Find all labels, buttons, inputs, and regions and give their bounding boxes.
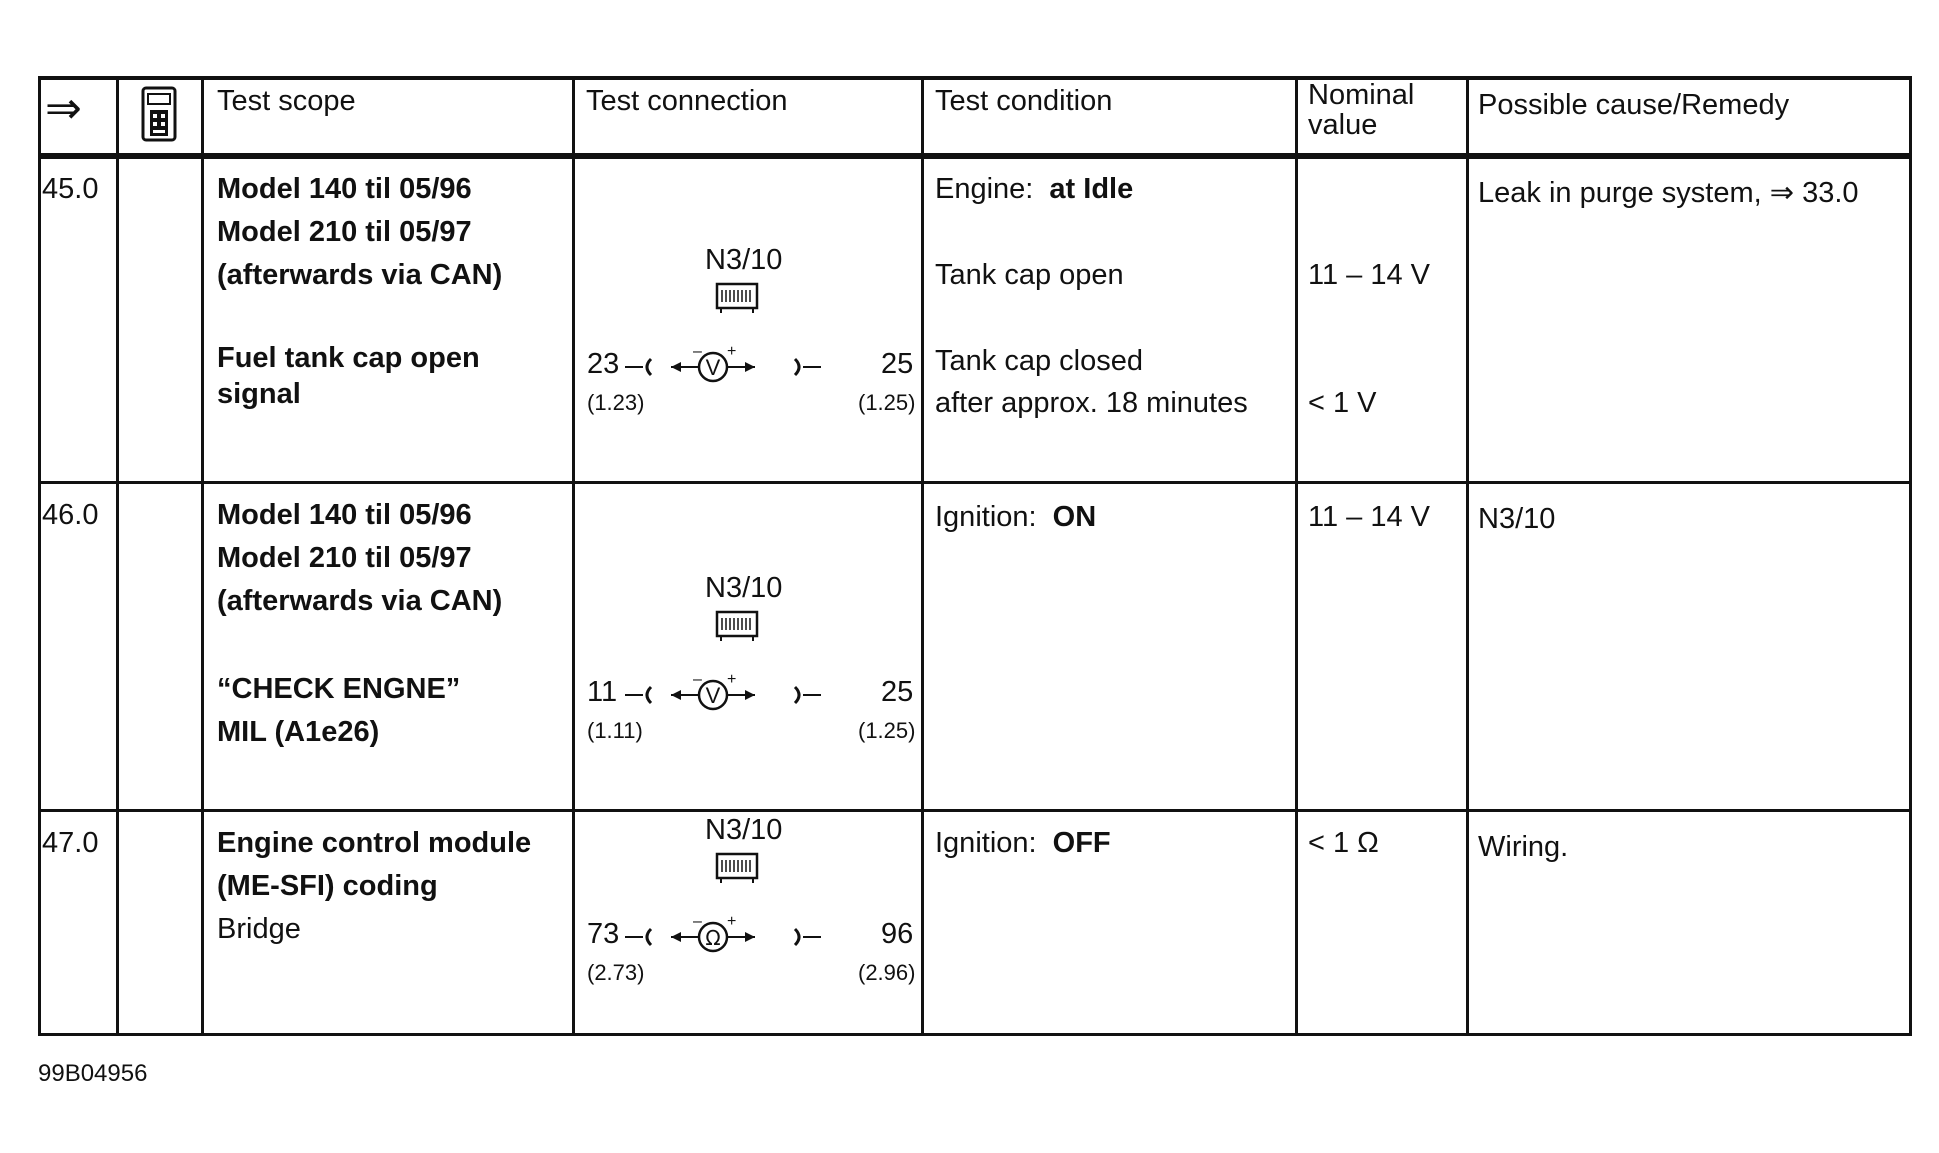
possible-cause: Leak in purge system, ⇒ 33.0	[1478, 177, 1859, 209]
possible-cause: Wiring.	[1478, 831, 1569, 863]
header-test-scope: Test scope	[217, 85, 356, 117]
meter-symbol: V	[705, 355, 721, 380]
test-condition	[935, 496, 1096, 539]
condition-value: at Idle	[1049, 173, 1134, 205]
pin-right-code: (1.25)	[858, 718, 916, 743]
possible-cause: N3/10	[1478, 503, 1556, 535]
condition-value: OFF	[1052, 827, 1111, 859]
pin-left-code: (1.11)	[587, 718, 643, 743]
scope-line: Model 140 til 05/96	[217, 499, 472, 531]
nominal-value: 11 – 14 V	[1308, 501, 1431, 533]
ohmmeter-icon	[621, 910, 881, 960]
pin-right-code: (2.96)	[858, 960, 916, 985]
nominal-value: 11 – 14 V	[1308, 259, 1431, 291]
test-scope	[217, 822, 531, 908]
scope-line: Fuel tank cap open	[217, 342, 480, 374]
pin-right: 96	[881, 918, 914, 950]
voltmeter-icon	[621, 668, 881, 718]
meter-symbol: Ω	[705, 926, 721, 950]
condition-value: ON	[1052, 501, 1097, 533]
svg-text:+: +	[727, 343, 737, 360]
header-possible-cause: Possible cause/Remedy	[1478, 89, 1790, 121]
header-test-condition: Test condition	[935, 85, 1113, 117]
pin-left: 73	[587, 918, 620, 950]
pin-right-code: (1.25)	[858, 390, 916, 415]
test-condition	[935, 822, 1111, 865]
pin-right: 25	[881, 676, 914, 708]
condition-label: Engine:	[935, 173, 1034, 205]
svg-text:–: –	[693, 671, 702, 688]
test-connection-diagram	[575, 814, 921, 1014]
meter-symbol: V	[705, 683, 721, 708]
pin-left-code: (1.23)	[587, 390, 645, 415]
pin-left: 23	[587, 348, 620, 380]
header-divider	[38, 153, 1912, 159]
svg-text:+: +	[727, 671, 737, 688]
header-nominal-value	[1308, 80, 1414, 140]
connector-icon	[715, 610, 759, 642]
scope-line: Model 210 til 05/97	[217, 542, 472, 574]
step-number: 45.0	[42, 173, 99, 205]
test-condition: Tank cap open	[935, 259, 1124, 291]
column-divider	[1466, 76, 1469, 1036]
nominal-value: < 1 V	[1308, 387, 1377, 419]
connector-label: N3/10	[705, 814, 783, 846]
test-connection-diagram	[575, 244, 921, 444]
arrow-icon: ⇒	[45, 84, 82, 133]
test-scope	[217, 494, 502, 623]
svg-text:–: –	[693, 913, 702, 930]
scope-line: (afterwards via CAN)	[217, 585, 503, 617]
document-code: 99B04956	[38, 1060, 148, 1087]
step-number: 46.0	[42, 499, 99, 531]
scope-line: signal	[217, 378, 301, 410]
connector-icon	[715, 852, 759, 884]
header-nominal-line-1: Nominal	[1308, 79, 1415, 111]
svg-text:+: +	[727, 913, 737, 930]
row-divider	[38, 481, 1912, 484]
row-divider	[38, 809, 1912, 812]
column-divider	[116, 76, 119, 1036]
scope-line: (ME-SFI) coding	[217, 870, 438, 902]
test-condition: after approx. 18 minutes	[935, 387, 1248, 419]
condition-label: Ignition:	[935, 501, 1037, 533]
table-top-border	[38, 76, 1912, 80]
pin-right: 25	[881, 348, 914, 380]
scope-line: Model 210 til 05/97	[217, 216, 472, 248]
column-divider	[201, 76, 204, 1036]
column-divider	[921, 76, 924, 1036]
test-table	[38, 76, 1912, 1036]
svg-text:–: –	[693, 343, 702, 360]
test-condition: Tank cap closed	[935, 345, 1143, 377]
scope-line: Engine control module	[217, 827, 532, 859]
nominal-value: < 1 Ω	[1308, 827, 1379, 859]
pin-left: 11	[587, 676, 618, 708]
test-scope-detail: Bridge	[217, 913, 301, 945]
pin-left-code: (2.73)	[587, 960, 645, 985]
connector-icon	[715, 282, 759, 314]
step-number: 47.0	[42, 827, 99, 859]
scope-line: “CHECK ENGNE”	[217, 673, 461, 705]
connector-label: N3/10	[705, 244, 783, 276]
scope-line: Model 140 til 05/96	[217, 173, 472, 205]
table-bottom-border	[38, 1033, 1912, 1036]
column-divider	[38, 76, 41, 1036]
test-scope	[217, 168, 502, 297]
column-divider	[1909, 76, 1912, 1036]
header-test-connection: Test connection	[586, 85, 788, 117]
multimeter-icon	[140, 86, 178, 147]
test-condition	[935, 168, 1133, 211]
test-scope-detail	[217, 340, 480, 412]
voltmeter-icon	[621, 340, 881, 390]
condition-label: Ignition:	[935, 827, 1037, 859]
connector-label: N3/10	[705, 572, 783, 604]
test-connection-diagram	[575, 572, 921, 772]
test-scope-detail	[217, 668, 460, 754]
scope-line: (afterwards via CAN)	[217, 259, 503, 291]
header-nominal-line-2: value	[1308, 109, 1378, 141]
column-divider	[1295, 76, 1298, 1036]
scope-line: MIL (A1e26)	[217, 716, 380, 748]
